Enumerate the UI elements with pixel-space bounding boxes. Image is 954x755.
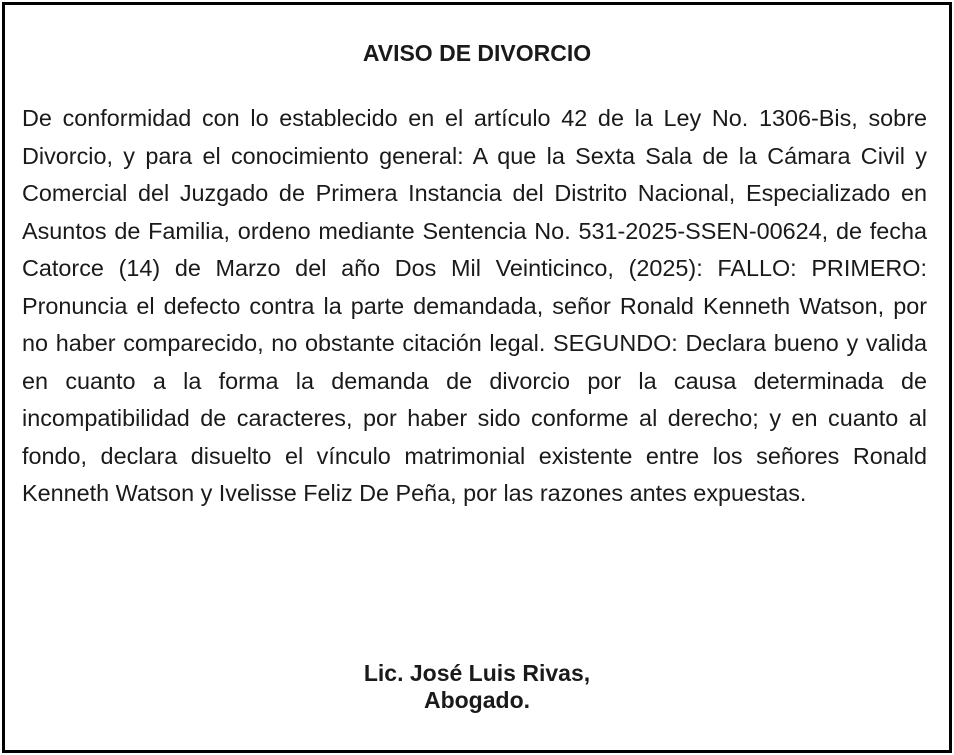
signature-title: Abogado. — [423, 687, 531, 713]
signature-name: Lic. José Luis Rivas, — [363, 660, 591, 686]
notice-title: AVISO DE DIVORCIO — [362, 40, 592, 66]
divorce-notice — [2, 2, 952, 753]
notice-body: De conformidad con lo establecido en el artículo 42 de la Ley No. 1306-Bis, sobre Divorcio, y para el conocimiento general: A que la Sexta Sala de la Cámara Civil y Comercial del Juzgado de Primera Instancia del Distrito Nacional, Especializado en Asuntos de Familia, ordeno mediante Sentencia No. 531-2025-SSEN-00624, de fecha Catorce (14) de Marzo del año Dos Mil Veinticinco, (2025): FALLO: PRIMERO: Pronuncia el defecto contra la parte demandada, señor Ronald Kenneth Watson, por no haber comparecido, no obstante citación legal. SEGUNDO: Declara bueno y valida en cuanto a la forma la demanda de divorcio por la causa determinada de incompatibilidad de caracteres, por haber sido conforme al derecho; y en cuanto al fondo, declara disuelto el vínculo matrimonial existente entre los señores Ronald Kenneth Watson y Ivelisse Feliz De Peña, por las razones antes expuestas. — [22, 105, 927, 506]
signature-block — [5, 660, 949, 714]
